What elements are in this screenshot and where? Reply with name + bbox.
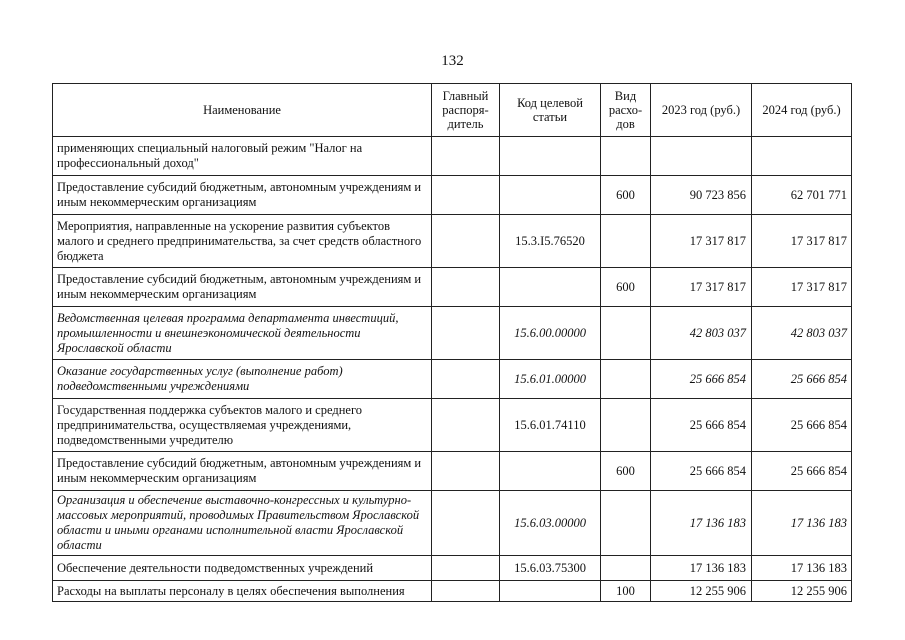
cell-type <box>601 556 651 581</box>
cell-type <box>601 307 651 360</box>
cell-2023: 42 803 037 <box>651 307 752 360</box>
cell-admin <box>432 452 500 491</box>
cell-admin <box>432 556 500 581</box>
budget-table <box>52 83 852 602</box>
cell-2024: 17 136 183 <box>752 491 852 556</box>
cell-code: 15.3.I5.76520 <box>500 215 601 268</box>
page-number: 132 <box>441 53 464 69</box>
cell-2024: 12 255 906 <box>752 581 852 602</box>
cell-2024: 25 666 854 <box>752 399 852 452</box>
cell-admin <box>432 307 500 360</box>
cell-2023: 90 723 856 <box>651 176 752 215</box>
table-row <box>53 360 852 399</box>
cell-admin <box>432 176 500 215</box>
cell-admin <box>432 491 500 556</box>
cell-code <box>500 268 601 307</box>
cell-2023 <box>651 137 752 176</box>
cell-admin <box>432 137 500 176</box>
cell-type: 600 <box>601 176 651 215</box>
cell-name: Государственная поддержка субъектов малого и среднего предпринимательства, осуществляемая учреждениями, подведомственными учредителю <box>53 399 432 452</box>
cell-code <box>500 176 601 215</box>
cell-name: Организация и обеспечение выставочно-конгрессных и культурно-массовых мероприятий, проводимых Правительством Ярославской области и иными органами исполнительной власти Ярославской области <box>53 491 432 556</box>
header-2023: 2023 год (руб.) <box>651 84 752 137</box>
cell-2023: 25 666 854 <box>651 360 752 399</box>
cell-type: 600 <box>601 268 651 307</box>
cell-admin <box>432 215 500 268</box>
cell-type: 100 <box>601 581 651 602</box>
table-row <box>53 215 852 268</box>
cell-code <box>500 581 601 602</box>
table-row <box>53 452 852 491</box>
cell-name: Предоставление субсидий бюджетным, автономным учреждениям и иным некоммерческим организациям <box>53 268 432 307</box>
cell-name: Оказание государственных услуг (выполнение работ) подведомственными учреждениями <box>53 360 432 399</box>
cell-name: Предоставление субсидий бюджетным, автономным учреждениям и иным некоммерческим организациям <box>53 176 432 215</box>
table-row <box>53 307 852 360</box>
cell-2023: 17 136 183 <box>651 556 752 581</box>
cell-code: 15.6.01.74110 <box>500 399 601 452</box>
header-type: Вид расхо- дов <box>601 84 651 137</box>
header-admin: Главный распоря- дитель <box>432 84 500 137</box>
table-header-row <box>53 84 852 137</box>
cell-admin <box>432 399 500 452</box>
cell-code <box>500 137 601 176</box>
cell-code: 15.6.03.00000 <box>500 491 601 556</box>
header-code: Код целевой статьи <box>500 84 601 137</box>
cell-name: Ведомственная целевая программа департамента инвестиций, промышленности и внешнеэкономической деятельности Ярославской области <box>53 307 432 360</box>
cell-2024 <box>752 137 852 176</box>
cell-2024: 17 317 817 <box>752 215 852 268</box>
cell-name: применяющих специальный налоговый режим "Налог на профессиональный доход" <box>53 137 432 176</box>
cell-2024: 25 666 854 <box>752 452 852 491</box>
table-row <box>53 268 852 307</box>
cell-type <box>601 360 651 399</box>
cell-admin <box>432 268 500 307</box>
table-row <box>53 399 852 452</box>
table-row <box>53 137 852 176</box>
cell-code: 15.6.03.75300 <box>500 556 601 581</box>
cell-2023: 17 317 817 <box>651 215 752 268</box>
cell-code: 15.6.00.00000 <box>500 307 601 360</box>
cell-code <box>500 452 601 491</box>
cell-name: Мероприятия, направленные на ускорение развития субъектов малого и среднего предпринимательства, за счет средств областного бюджета <box>53 215 432 268</box>
cell-name: Расходы на выплаты персоналу в целях обеспечения выполнения <box>53 581 432 602</box>
cell-2023: 17 136 183 <box>651 491 752 556</box>
cell-name: Обеспечение деятельности подведомственных учреждений <box>53 556 432 581</box>
cell-2023: 25 666 854 <box>651 399 752 452</box>
header-name: Наименование <box>53 84 432 137</box>
cell-type <box>601 491 651 556</box>
cell-2023: 12 255 906 <box>651 581 752 602</box>
cell-2023: 17 317 817 <box>651 268 752 307</box>
cell-2024: 42 803 037 <box>752 307 852 360</box>
cell-type <box>601 399 651 452</box>
cell-admin <box>432 581 500 602</box>
table-row <box>53 581 852 602</box>
cell-2024: 17 136 183 <box>752 556 852 581</box>
cell-2023: 25 666 854 <box>651 452 752 491</box>
table-row <box>53 491 852 556</box>
cell-name: Предоставление субсидий бюджетным, автономным учреждениям и иным некоммерческим организациям <box>53 452 432 491</box>
table-row <box>53 176 852 215</box>
cell-2024: 25 666 854 <box>752 360 852 399</box>
cell-admin <box>432 360 500 399</box>
cell-code: 15.6.01.00000 <box>500 360 601 399</box>
header-2024: 2024 год (руб.) <box>752 84 852 137</box>
cell-type <box>601 137 651 176</box>
table-row <box>53 556 852 581</box>
cell-type: 600 <box>601 452 651 491</box>
cell-2024: 62 701 771 <box>752 176 852 215</box>
cell-2024: 17 317 817 <box>752 268 852 307</box>
cell-type <box>601 215 651 268</box>
